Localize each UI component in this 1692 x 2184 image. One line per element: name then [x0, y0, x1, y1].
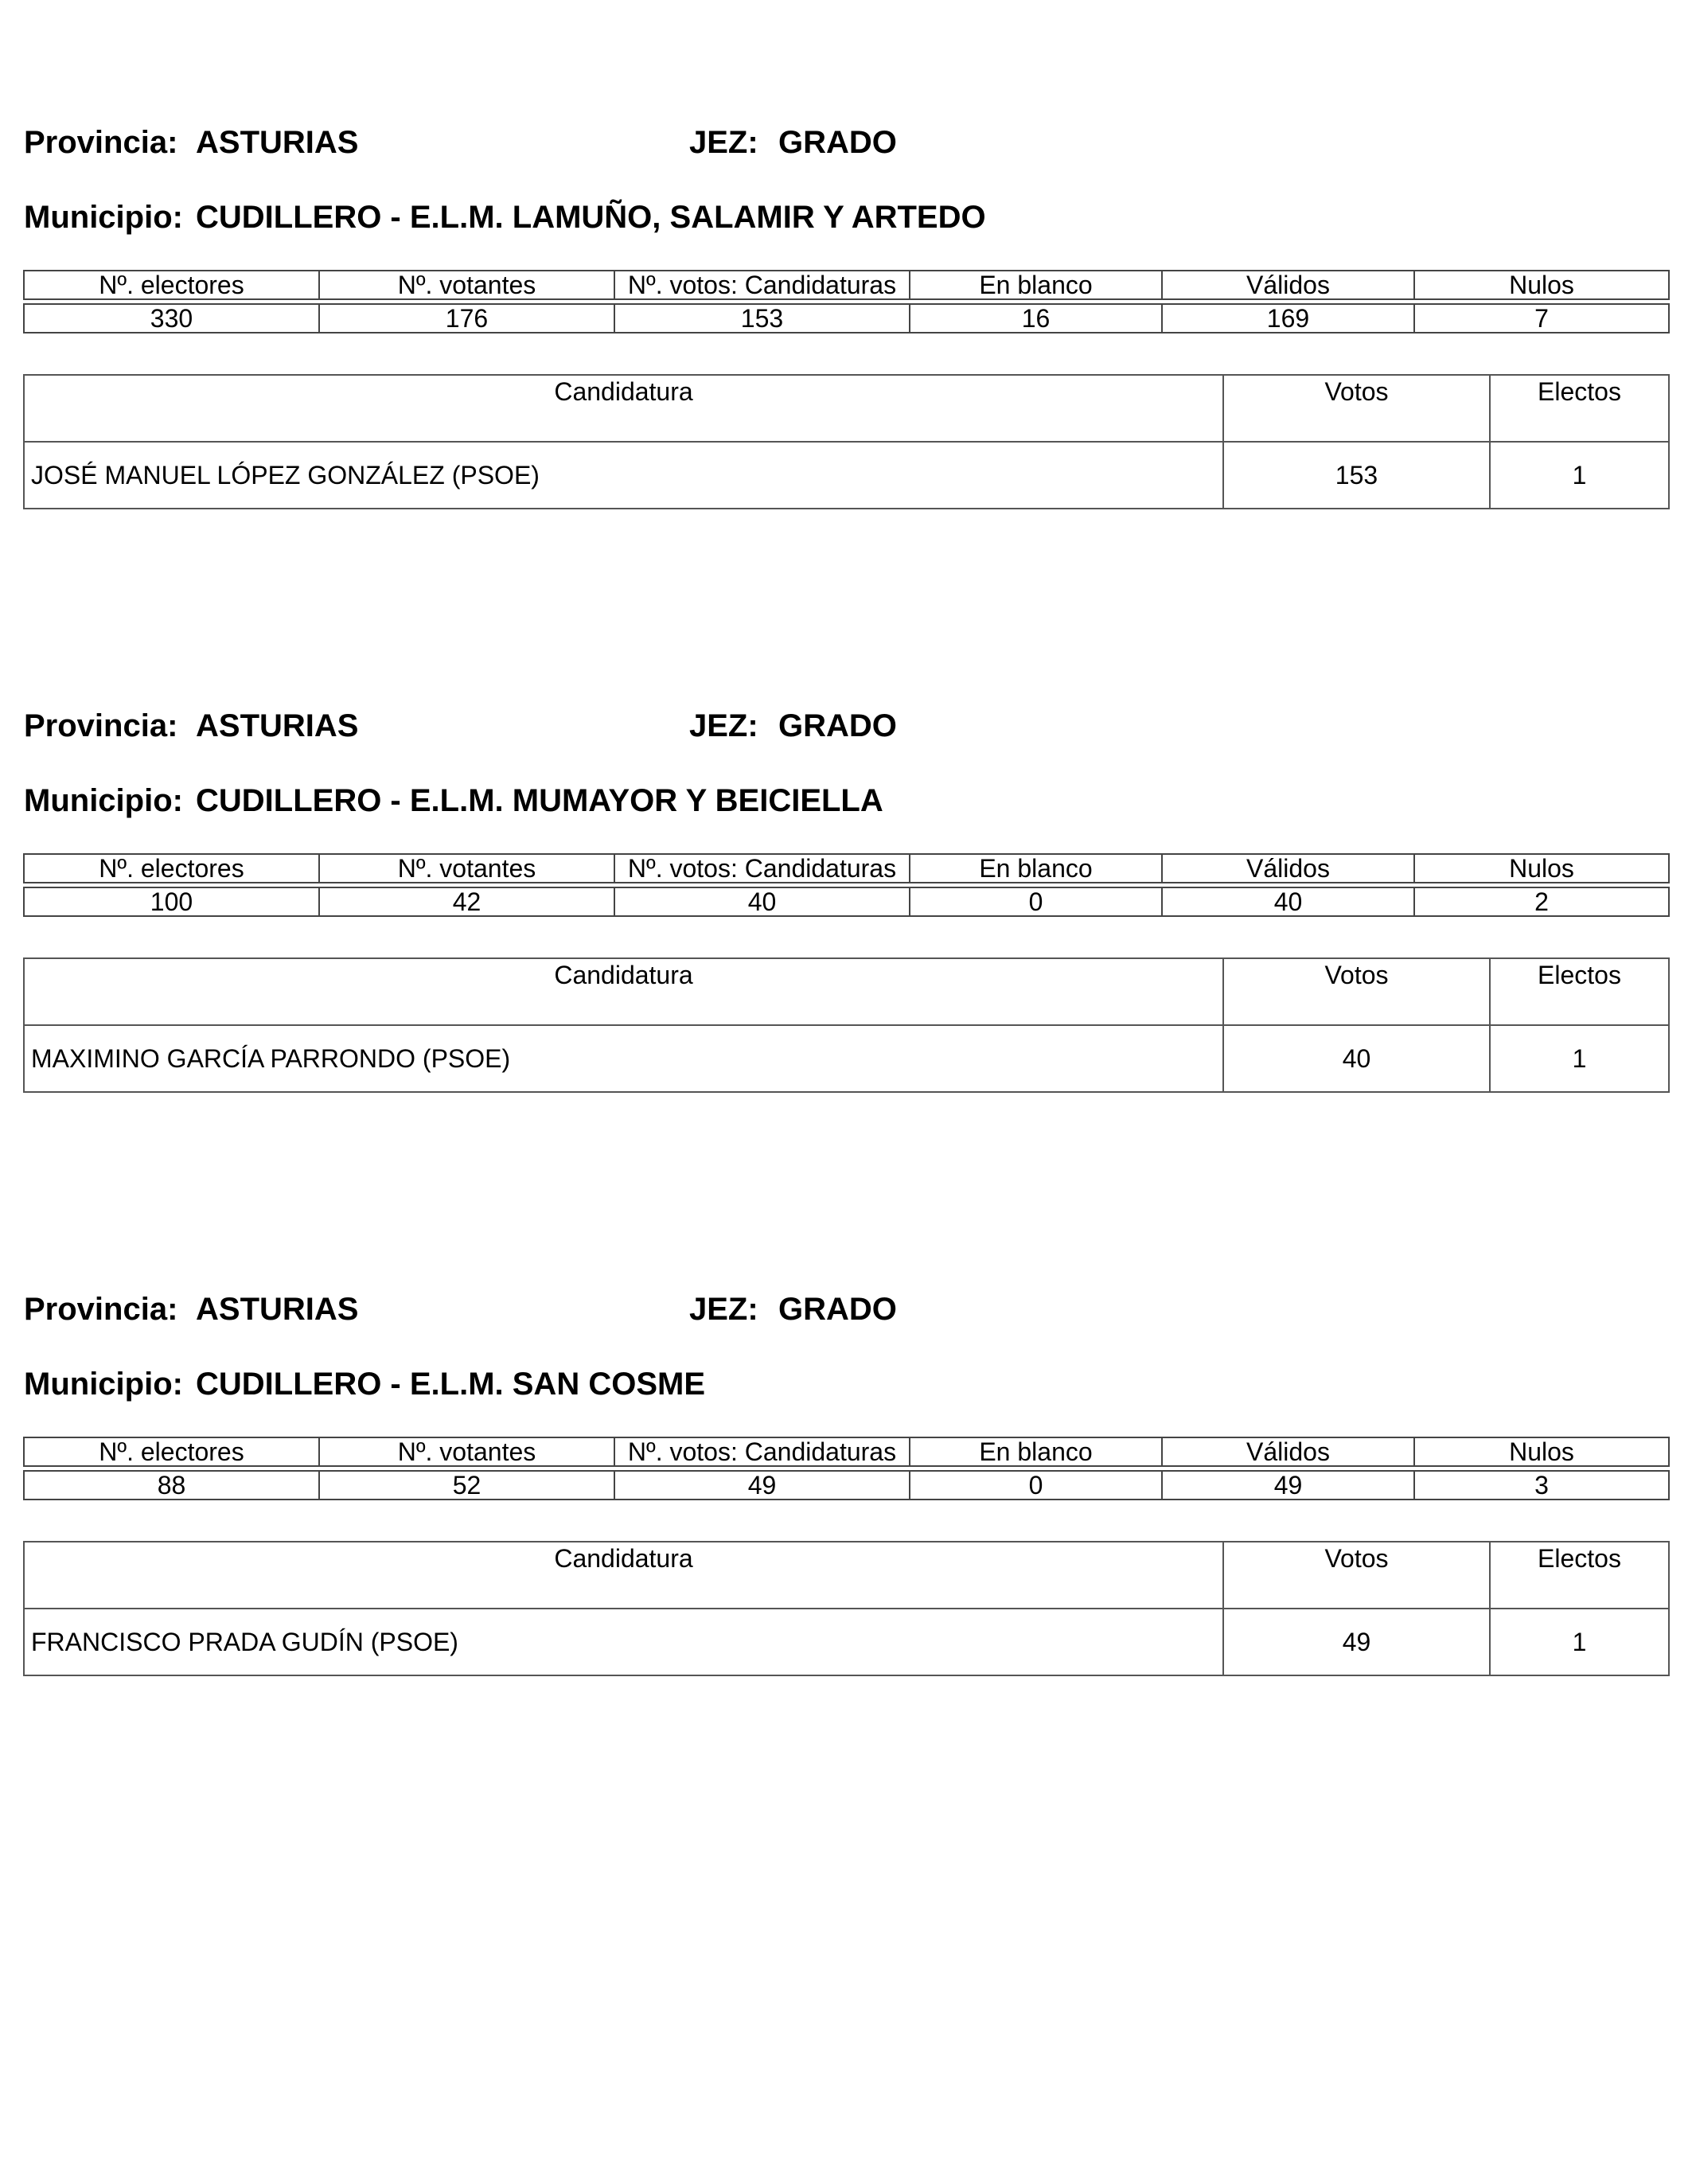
stats-table [23, 853, 1670, 917]
stat-header-votantes: Nº. votantes [319, 271, 614, 299]
stat-votantes: 176 [319, 304, 614, 333]
stat-header-votos-candidaturas: Nº. votos: Candidaturas [614, 1437, 910, 1466]
municipio-value: CUDILLERO - E.L.M. LAMUÑO, SALAMIR Y ARTEDO [196, 200, 986, 235]
stat-header-en-blanco: En blanco [910, 271, 1162, 299]
candidate-electos: 1 [1490, 1609, 1669, 1675]
municipio-value: CUDILLERO - E.L.M. SAN COSME [196, 1367, 705, 1402]
jez-value: GRADO [778, 125, 897, 160]
stats-header-row [24, 271, 1669, 299]
stat-electores: 330 [24, 304, 319, 333]
stat-header-nulos: Nulos [1414, 854, 1669, 883]
stat-header-votantes: Nº. votantes [319, 1437, 614, 1466]
header-electos: Electos [1490, 375, 1669, 442]
jez-label: JEZ: [689, 708, 758, 743]
stat-header-votantes: Nº. votantes [319, 854, 614, 883]
stat-header-electores: Nº. electores [24, 271, 319, 299]
stat-votantes: 42 [319, 887, 614, 916]
candidate-row [24, 1609, 1669, 1675]
stats-table [23, 1437, 1670, 1500]
candidates-table [23, 957, 1670, 1093]
header-candidatura: Candidatura [24, 375, 1223, 442]
stats-header-row [24, 1437, 1669, 1466]
stat-header-validos: Válidos [1162, 271, 1414, 299]
stats-table [23, 270, 1670, 333]
stat-nulos: 3 [1414, 1471, 1669, 1500]
candidates-header-row [24, 958, 1669, 1025]
results-section-2 [0, 583, 1692, 1073]
stat-header-votos-candidaturas: Nº. votos: Candidaturas [614, 854, 910, 883]
stat-header-electores: Nº. electores [24, 854, 319, 883]
stat-header-en-blanco: En blanco [910, 854, 1162, 883]
provincia-label: Provincia: [24, 708, 178, 743]
provincia-value: ASTURIAS [196, 1292, 359, 1327]
candidate-votos: 40 [1223, 1025, 1490, 1092]
stats-header-row [24, 854, 1669, 883]
stat-header-electores: Nº. electores [24, 1437, 319, 1466]
stat-en-blanco: 0 [910, 1471, 1162, 1500]
jez-label: JEZ: [689, 125, 758, 160]
header-votos: Votos [1223, 958, 1490, 1025]
results-section-1 [0, 0, 1692, 489]
stats-value-row [24, 304, 1669, 333]
municipio-label: Municipio: [24, 783, 183, 818]
jez-label: JEZ: [689, 1292, 758, 1327]
header-candidatura: Candidatura [24, 958, 1223, 1025]
stat-nulos: 2 [1414, 887, 1669, 916]
provincia-value: ASTURIAS [196, 125, 359, 160]
results-section-3 [0, 1167, 1692, 1656]
candidate-name: JOSÉ MANUEL LÓPEZ GONZÁLEZ (PSOE) [24, 442, 1223, 509]
header-votos: Votos [1223, 1542, 1490, 1609]
provincia-value: ASTURIAS [196, 708, 359, 743]
candidate-votos: 153 [1223, 442, 1490, 509]
header-electos: Electos [1490, 958, 1669, 1025]
provincia-label: Provincia: [24, 125, 178, 160]
stat-header-validos: Válidos [1162, 1437, 1414, 1466]
candidate-name: MAXIMINO GARCÍA PARRONDO (PSOE) [24, 1025, 1223, 1092]
stat-en-blanco: 0 [910, 887, 1162, 916]
stat-electores: 100 [24, 887, 319, 916]
candidates-header-row [24, 1542, 1669, 1609]
stat-header-nulos: Nulos [1414, 1437, 1669, 1466]
candidates-header-row [24, 375, 1669, 442]
header-electos: Electos [1490, 1542, 1669, 1609]
candidate-electos: 1 [1490, 442, 1669, 509]
stat-en-blanco: 16 [910, 304, 1162, 333]
stats-value-row [24, 1471, 1669, 1500]
stats-value-row [24, 887, 1669, 916]
candidate-electos: 1 [1490, 1025, 1669, 1092]
stat-validos: 40 [1162, 887, 1414, 916]
candidate-row [24, 1025, 1669, 1092]
stat-header-en-blanco: En blanco [910, 1437, 1162, 1466]
candidate-votos: 49 [1223, 1609, 1490, 1675]
header-candidatura: Candidatura [24, 1542, 1223, 1609]
stat-nulos: 7 [1414, 304, 1669, 333]
stat-votos-candidaturas: 49 [614, 1471, 910, 1500]
stat-votos-candidaturas: 153 [614, 304, 910, 333]
provincia-label: Provincia: [24, 1292, 178, 1327]
stat-validos: 169 [1162, 304, 1414, 333]
candidate-row [24, 442, 1669, 509]
stat-header-votos-candidaturas: Nº. votos: Candidaturas [614, 271, 910, 299]
candidates-table [23, 374, 1670, 509]
stat-votantes: 52 [319, 1471, 614, 1500]
stat-header-nulos: Nulos [1414, 271, 1669, 299]
stat-validos: 49 [1162, 1471, 1414, 1500]
stat-electores: 88 [24, 1471, 319, 1500]
stat-votos-candidaturas: 40 [614, 887, 910, 916]
jez-value: GRADO [778, 1292, 897, 1327]
candidates-table [23, 1541, 1670, 1676]
municipio-value: CUDILLERO - E.L.M. MUMAYOR Y BEICIELLA [196, 783, 883, 818]
candidate-name: FRANCISCO PRADA GUDÍN (PSOE) [24, 1609, 1223, 1675]
stat-header-validos: Válidos [1162, 854, 1414, 883]
municipio-label: Municipio: [24, 1367, 183, 1402]
municipio-label: Municipio: [24, 200, 183, 235]
header-votos: Votos [1223, 375, 1490, 442]
jez-value: GRADO [778, 708, 897, 743]
